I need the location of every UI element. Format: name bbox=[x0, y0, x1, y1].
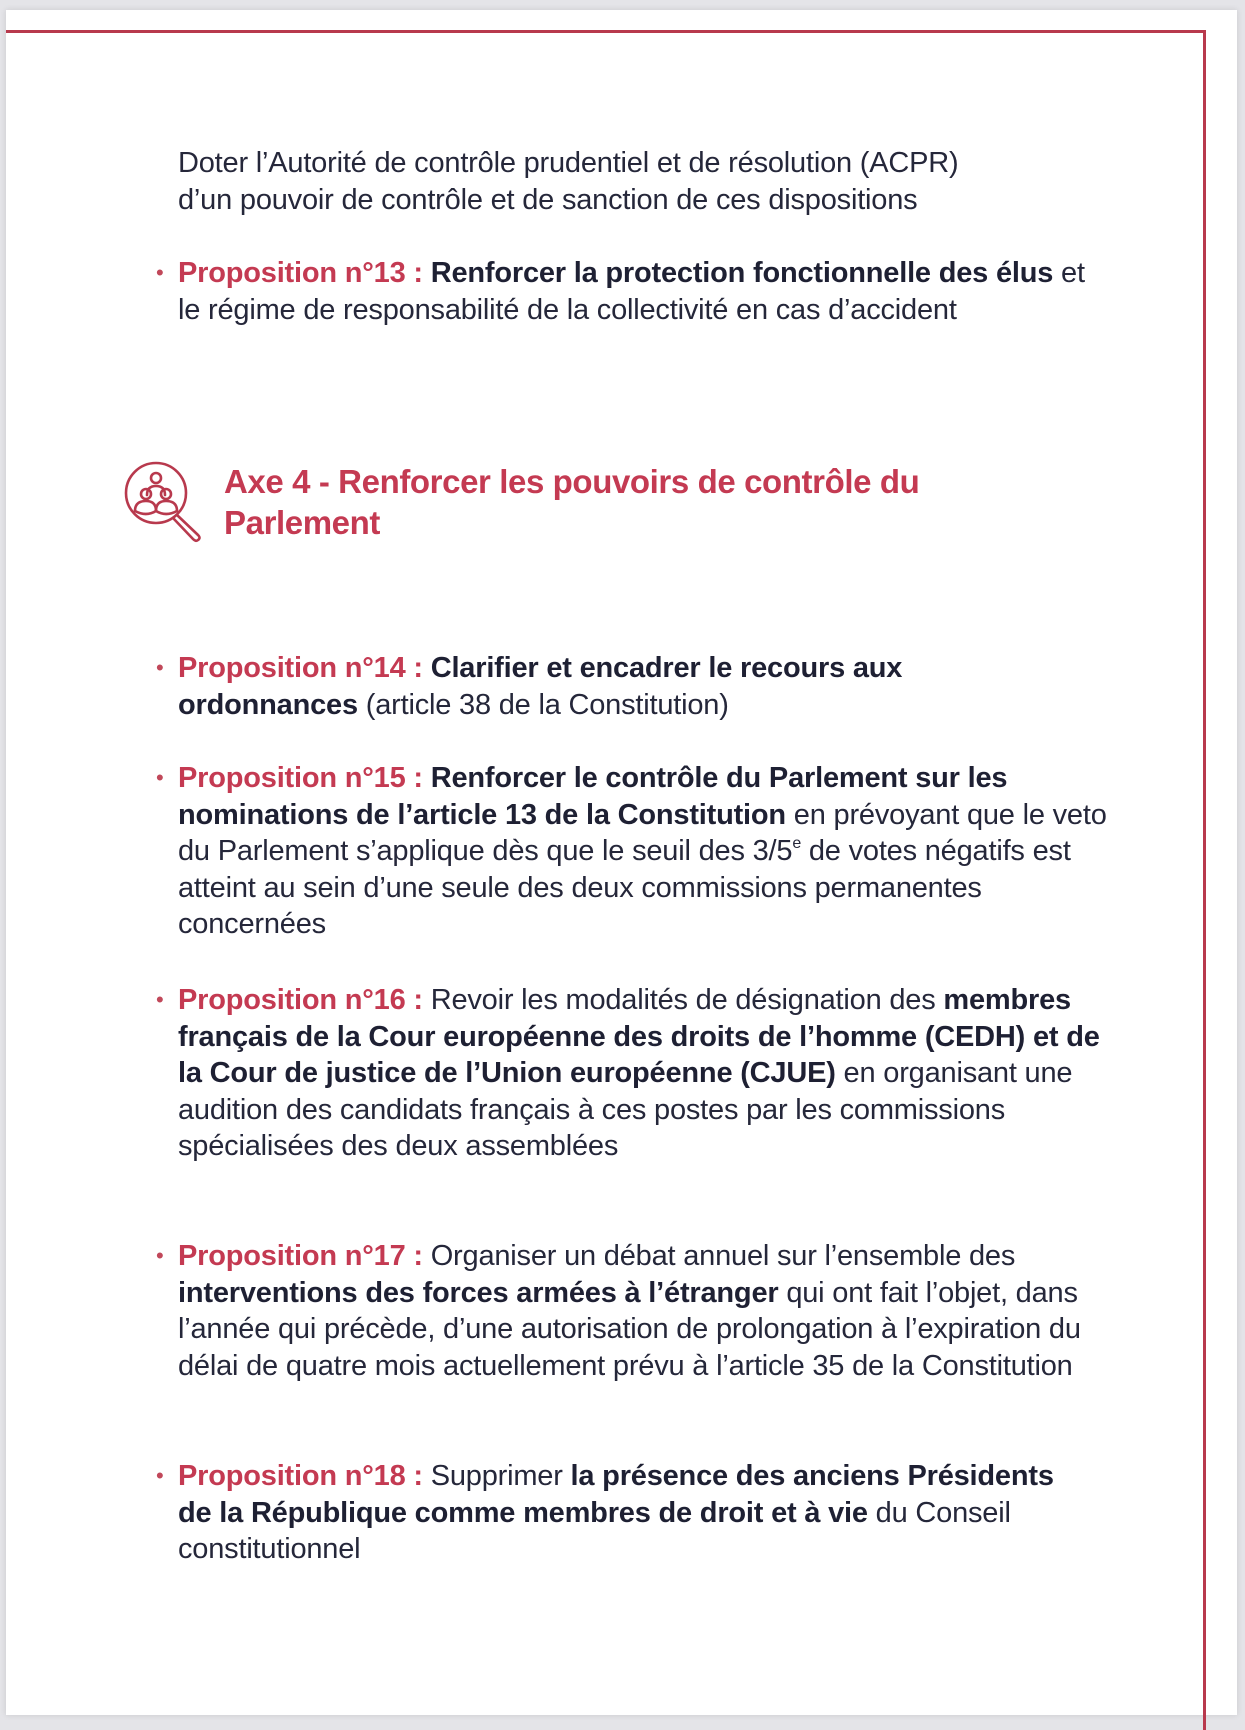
proposition-text: en prévoyant que le veto du Parlement s’applique dès que le seuil des 3/5 bbox=[178, 798, 1107, 867]
bullet-icon: • bbox=[156, 987, 164, 1012]
document-page bbox=[6, 10, 1237, 1715]
proposition-label: Proposition n°13 : bbox=[178, 257, 423, 289]
proposition-bold-text: la présence des anciens Présidents de la République comme membres de droit et à vie bbox=[178, 1460, 1054, 1529]
proposition-text-continued: qui ont fait l’objet, dans l’année qui précède, d’une autorisation de prolongation à l’expiration du délai de quatre mois actuellement prévu à l’article 35 de la Constitution bbox=[178, 1276, 1081, 1382]
bullet-icon: • bbox=[156, 1463, 164, 1488]
bullet-icon: • bbox=[156, 765, 164, 790]
intro-paragraph bbox=[178, 145, 1098, 218]
intro-line-2: d’un pouvoir de contrôle et de sanction de ces dispositions bbox=[178, 183, 918, 216]
intro-line-1: Doter l’Autorité de contrôle prudentiel et de résolution (ACPR) bbox=[178, 147, 959, 179]
proposition-17 bbox=[156, 1238, 1113, 1384]
proposition-bold-text: interventions des forces armées à l’étranger bbox=[178, 1276, 779, 1309]
proposition-label: Proposition n°17 : bbox=[178, 1240, 423, 1272]
bullet-icon: • bbox=[156, 1243, 164, 1268]
bullet-icon: • bbox=[156, 655, 164, 680]
proposition-label: Proposition n°16 : bbox=[178, 984, 423, 1016]
proposition-14 bbox=[156, 650, 1048, 723]
proposition-label: Proposition n°14 : bbox=[178, 652, 423, 684]
axis-heading bbox=[118, 455, 1118, 555]
proposition-text-continued: de votes négatifs est atteint au sein d’une seule des deux commissions permanentes concernées bbox=[178, 835, 1071, 940]
proposition-text: et le régime de responsabilité de la collectivité en cas d’accident bbox=[178, 257, 1085, 326]
proposition-text: Organiser un débat annuel sur l’ensemble des bbox=[422, 1240, 1016, 1272]
bullet-icon: • bbox=[156, 260, 164, 285]
page-content bbox=[6, 10, 1237, 1715]
superscript-e: e bbox=[792, 835, 802, 852]
proposition-text: (article 38 de la Constitution) bbox=[357, 688, 729, 721]
proposition-text-continued: du Conseil constitutionnel bbox=[178, 1496, 1011, 1565]
proposition-bold-text: Clarifier et encadrer le recours aux ordonnances bbox=[178, 652, 903, 721]
proposition-16 bbox=[156, 982, 1108, 1165]
proposition-15 bbox=[156, 760, 1123, 943]
axis-title: Axe 4 - Renforcer les pouvoirs de contrôle du Parlement bbox=[224, 463, 920, 541]
proposition-bold-text: Renforcer la protection fonctionnelle des élus bbox=[430, 257, 1054, 289]
proposition-text: Supprimer bbox=[422, 1460, 571, 1492]
proposition-18 bbox=[156, 1458, 1093, 1568]
proposition-13 bbox=[156, 255, 1093, 328]
proposition-bold-text: membres français de la Cour européenne des droits de l’homme (CEDH) et de la Cour de justice de l’Union européenne (CJUE) bbox=[178, 984, 1100, 1089]
proposition-bold-text: Renforcer le contrôle du Parlement sur les nominations de l’article 13 de la Constitution bbox=[178, 762, 1008, 831]
proposition-text-continued: en organisant une audition des candidats français à ces postes par les commissions spécialisées des deux assemblées bbox=[178, 1057, 1073, 1162]
magnifier-people-icon bbox=[118, 455, 208, 545]
proposition-label: Proposition n°15 : bbox=[178, 762, 423, 794]
proposition-text: Revoir les modalités de désignation des bbox=[422, 984, 944, 1016]
proposition-label: Proposition n°18 : bbox=[178, 1460, 423, 1492]
